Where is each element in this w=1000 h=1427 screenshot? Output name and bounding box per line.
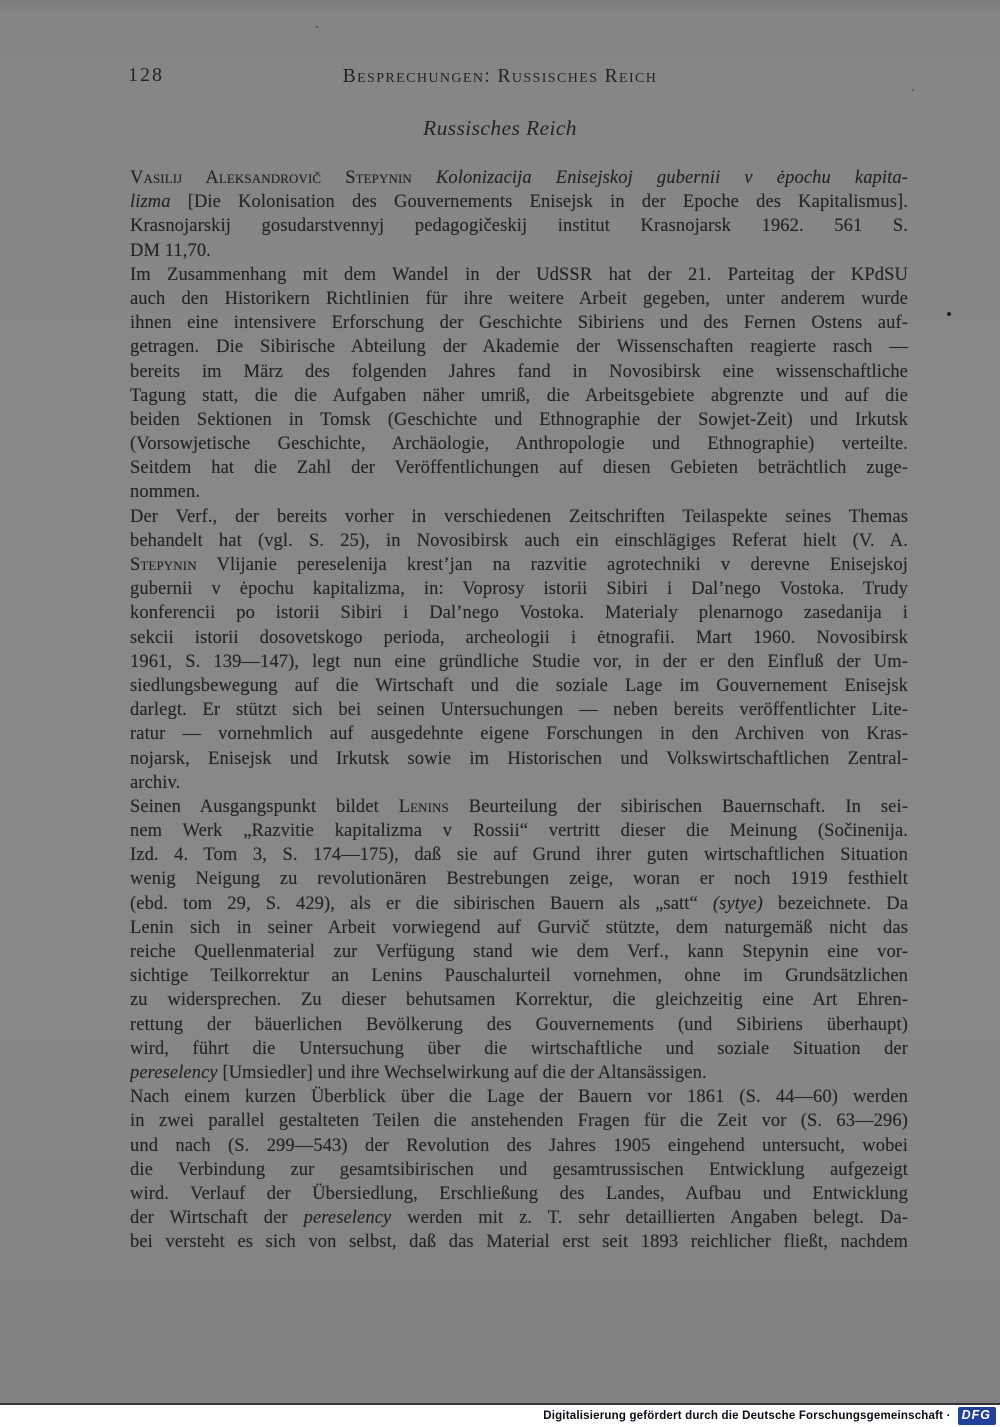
text-line: wird. Verlauf der Übersiedlung, Erschließung des Landes, Aufbau und Entwicklung [130,1183,908,1204]
text-line: Der Verf., der bereits vorher in verschiedenen Zeitschriften Teilaspekte seines Themas [130,506,908,527]
text-line: darlegt. Er stützt sich bei seinen Untersuchungen — neben bereits veröffentlichter Lite- [130,700,908,721]
text-line: der Wirtschaft der pereselency werden mit z. T. sehr detaillierten Angaben belegt. Da- [130,1208,908,1229]
text-line: wenig Neigung zu revolutionären Bestrebungen zeige, woran er noch 1919 festhielt [130,869,908,890]
text-line: wird, führt die Untersuchung über die wirtschaftliche und soziale Situation der [130,1038,908,1059]
review-text [130,166,908,1254]
text-line: (ebd. tom 29, S. 429), als er die sibirischen Bauern als „satt“ (sytye) bezeichnete. Da [130,893,908,914]
scan-speck [912,89,914,91]
text-line: behandelt hat (vgl. S. 25), in Novosibirsk auch ein einschlägiges Referat hielt (V. A. [130,530,908,551]
paragraph [130,505,908,795]
text-line: Stepynin Vlijanie pereselenija krest’jan na razvitie agrotechniki v derevne Enisejskoj [130,555,908,575]
text-line: zu widersprechen. Zu dieser behutsamen Korrektur, die gleichzeitig eine Art Ehren- [130,990,908,1011]
text-line: Tagung statt, die die Aufgaben näher umriß, die Arbeitsgebiete abgrenzte und auf die [130,385,908,406]
text-line: bereits im März des folgenden Jahres fand in Novosibirsk eine wissenschaftliche [130,361,908,382]
text-line: nojarsk, Enisejsk und Irkutsk sowie im Historischen und Volkswirtschaftlichen Zentral- [130,748,908,769]
text-line: archiv. [130,772,181,793]
text-line: rettung der bäuerlichen Bevölkerung des Gouvernements (und Sibiriens überhaupt) [130,1014,908,1035]
text-line: und nach (S. 299—543) der Revolution des Jahres 1905 eingehend untersucht, wobei [130,1135,908,1156]
paragraph [130,1085,908,1254]
dfg-logo: DFG [958,1407,996,1425]
paragraph [130,166,908,263]
text-line: bei versteht es sich von selbst, daß das Material erst seit 1893 reichlicher fließt, nachdem [130,1232,908,1253]
text-line: ratur — vornehmlich auf ausgedehnte eigene Forschungen in den Archiven von Kras- [130,724,908,745]
text-line: nem Werk „Razvitie kapitalizma v Rossii“ vertritt dieser die Meinung (Sočinenija. [130,821,908,842]
digitization-footer [0,1403,1000,1427]
text-line: lizma [Die Kolonisation des Gouvernements Enisejsk in der Epoche des Kapitalismus]. [130,192,908,213]
text-line: in zwei parallel gestalteten Teilen die anstehenden Fragen für die Zeit vor (S. 63—296) [130,1111,908,1132]
paragraph [130,263,908,505]
text-line: DM 11,70. [130,240,211,261]
text-line: Krasnojarskij gosudarstvennyj pedagogičeskij institut Krasnojarsk 1962. 561 S. [130,216,908,237]
text-line: Lenin sich in seiner Arbeit vorwiegend auf Gurvič stützte, dem naturgemäß nicht das [130,917,908,938]
text-line: nommen. [130,482,201,503]
text-line: reiche Quellenmaterial zur Verfügung stand wie dem Verf., kann Stepynin eine vor- [130,942,908,962]
text-line: beiden Sektionen in Tomsk (Geschichte und Ethnographie der Sowjet-Zeit) und Irkutsk [130,409,908,430]
text-line: Izd. 4. Tom 3, S. 174—175), daß sie auf Grund ihrer guten wirtschaftlichen Situation [130,845,908,866]
text-line: Seitdem hat die Zahl der Veröffentlichungen auf diesen Gebieten beträchtlich zuge- [130,458,908,479]
digitization-credit: Digitalisierung gefördert durch die Deutsche Forschungsgemeinschaft · [543,1410,951,1422]
text-line: sekcii istorii dosovetskogo perioda, archeologii i ėtnografii. Mart 1960. Novosibirsk [130,627,908,648]
section-title: Russisches Reich [423,116,577,140]
paragraph [130,795,908,1085]
page-number: 128 [128,64,164,86]
text-line: ihnen eine intensivere Erforschung der Geschichte Sibiriens und des Fernen Ostens auf- [130,313,908,334]
text-line: (Vorsowjetische Geschichte, Archäologie, Anthropologie und Ethnographie) verteilte. [130,434,908,455]
text-line: 1961, S. 139—147), legt nun eine gründliche Studie vor, in der er den Einfluß der Um- [130,651,908,672]
text-line: Nach einem kurzen Überblick über die Lage der Bauern vor 1861 (S. 44—60) werden [130,1087,908,1108]
scan-speck [947,312,951,316]
text-line: siedlungsbewegung auf die Wirtschaft und die soziale Lage im Gouvernement Enisejsk [130,675,908,696]
text-line: pereselency [Umsiedler] und ihre Wechselwirkung auf die der Altansässigen. [130,1062,707,1083]
text-line: Vasilij Aleksandrovič Stepynin Kolonizacija Enisejskoj gubernii v ėpochu kapita- [130,168,908,188]
scan-speck [316,26,318,28]
text-line: Seinen Ausgangspunkt bildet Lenins Beurteilung der sibirischen Bauernschaft. In sei- [130,796,908,817]
running-header: Besprechungen: Russisches Reich [342,66,658,87]
text-line: Im Zusammenhang mit dem Wandel in der UdSSR hat der 21. Parteitag der KPdSU [130,264,908,285]
text-line: auch den Historikern Richtlinien für ihre weitere Arbeit gegeben, unter anderem wurde [130,288,908,309]
text-line: konferencii po istorii Sibiri i Dal’nego Vostoka. Materialy plenarnogo zasedanija i [130,603,908,624]
text-line: sichtige Teilkorrektur an Lenins Pauschalurteil vornehmen, ohne im Grundsätzlichen [130,966,908,987]
text-line: gubernii v ėpochu kapitalizma, in: Voprosy istorii Sibiri i Dal’nego Vostoka. Trudy [130,579,908,600]
text-line: getragen. Die Sibirische Abteilung der Akademie der Wissenschaften reagierte rasch — [130,337,908,358]
text-line: die Verbindung zur gesamtsibirischen und gesamtrussischen Entwicklung aufgezeigt [130,1159,908,1180]
